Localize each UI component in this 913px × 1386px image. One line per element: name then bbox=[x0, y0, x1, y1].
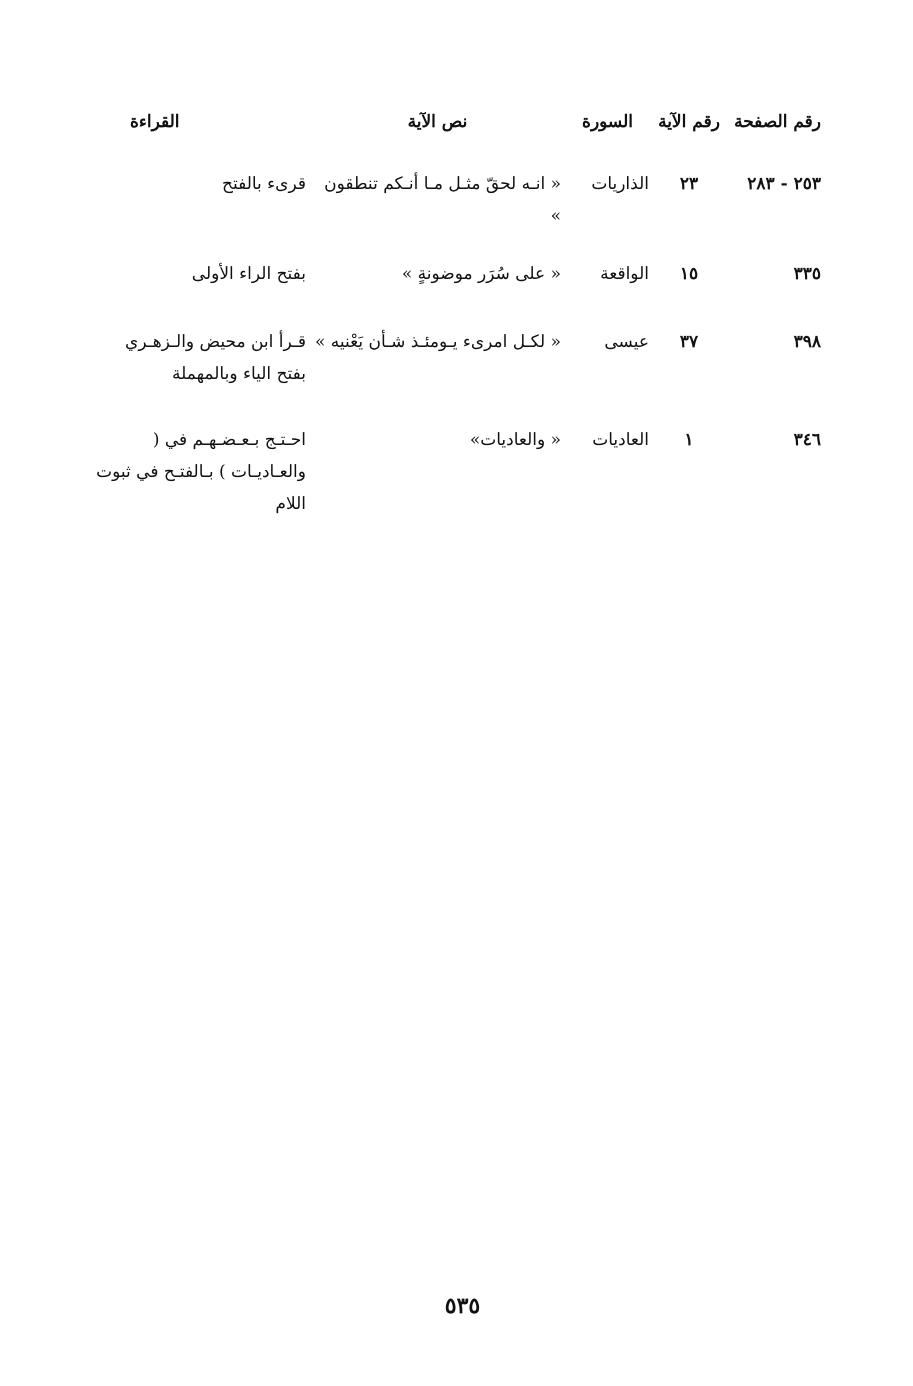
header-surah: السورة bbox=[582, 112, 633, 132]
cell-reading: بفتح الراء الأولى bbox=[191, 264, 306, 284]
cell-surah: الذاريات bbox=[591, 174, 649, 194]
cell-verse-text: « لكـل امرىء يـومئـذ شـأن يَعْنيه » bbox=[315, 332, 561, 352]
cell-page-no: ٣٩٨ bbox=[793, 332, 821, 352]
cell-surah: الواقعة bbox=[600, 264, 649, 284]
cell-surah: العاديات bbox=[592, 430, 649, 450]
cell-verse-no: ٢٣ bbox=[679, 174, 699, 194]
cell-reading: قـرأ ابن محيض والـزهـري بفتح الياء وبالمهملة bbox=[125, 332, 306, 384]
page-number: ٥٣٥ bbox=[444, 1293, 481, 1319]
cell-verse-no: ١٥ bbox=[679, 264, 699, 284]
cell-verse-no: ٣٧ bbox=[679, 332, 699, 352]
cell-verse-no: ١ bbox=[684, 430, 694, 450]
cell-page-no: ٣٤٦ bbox=[793, 430, 821, 450]
cell-reading: قرىء بالفتح bbox=[221, 174, 306, 194]
cell-page-no: ٢٥٣ - ٢٨٣ bbox=[747, 174, 821, 194]
table-row bbox=[90, 424, 825, 524]
table-header bbox=[90, 112, 825, 148]
cell-page-no: ٣٣٥ bbox=[793, 264, 821, 284]
header-verse-text: نص الآية bbox=[407, 112, 468, 132]
header-verse-no: رقم الآية bbox=[658, 112, 720, 132]
cell-verse-text: « والعاديات» bbox=[469, 430, 561, 450]
cell-verse-text: « انـه لحقّ مثـل مـا أنـكم تنطقون » bbox=[324, 174, 561, 226]
cell-reading: احـتـج بـعـضـهـم في ( والعـاديـات ) بـالفتـح في ثبوت اللام bbox=[96, 430, 306, 514]
table-row bbox=[90, 258, 825, 316]
readings-table bbox=[90, 112, 825, 524]
cell-surah: عيسى bbox=[604, 332, 649, 352]
cell-verse-text: « على سُرَر موضونةٍ » bbox=[401, 264, 561, 284]
header-page-no: رقم الصفحة bbox=[734, 112, 821, 132]
table-row bbox=[90, 168, 825, 246]
table-row bbox=[90, 326, 825, 414]
header-reading: القراءة bbox=[130, 112, 180, 132]
